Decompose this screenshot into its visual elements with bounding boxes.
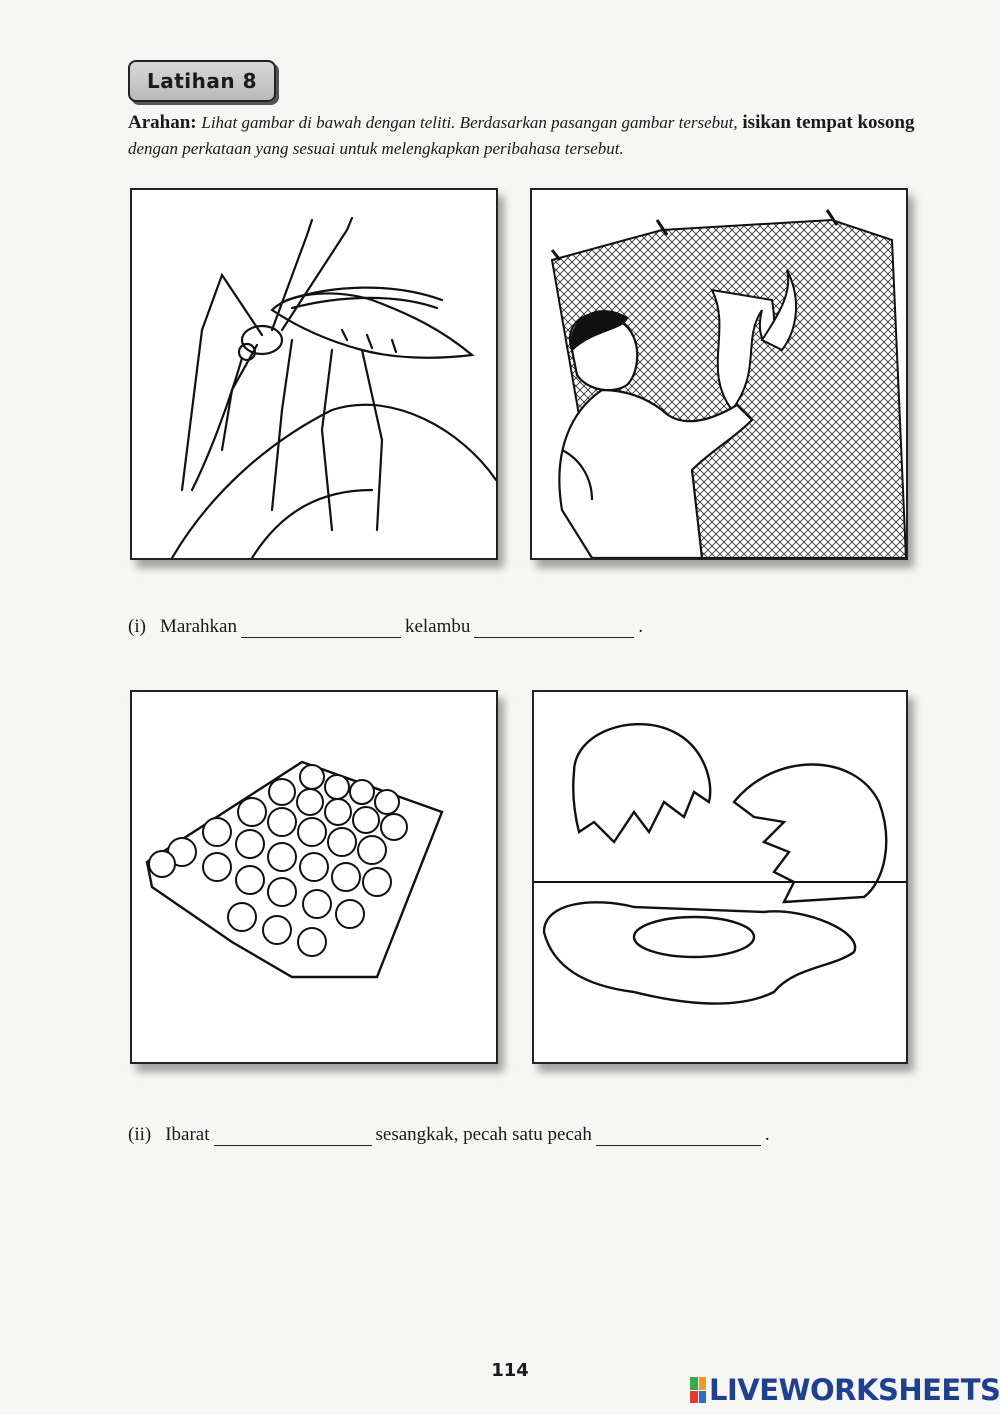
instructions	[128, 110, 938, 162]
instructions-label: Arahan:	[128, 112, 197, 133]
instructions-text-2: dengan perkataan yang sesuai untuk melengkapkan peribahasa tersebut.	[128, 139, 624, 158]
burning-net-picture	[530, 188, 908, 560]
question-1-blank-1[interactable]	[241, 619, 401, 638]
egg-tray-illustration	[132, 692, 496, 1062]
mosquito-picture	[130, 188, 498, 560]
question-2	[128, 1124, 770, 1146]
broken-egg-illustration	[534, 692, 906, 1062]
question-1-number: (i)	[128, 616, 146, 637]
question-1-end: .	[638, 616, 644, 637]
question-2-blank-1[interactable]	[214, 1127, 372, 1146]
liveworksheets-logo-icon	[690, 1377, 706, 1403]
egg-tray-picture	[130, 690, 498, 1064]
question-2-number: (ii)	[128, 1124, 152, 1145]
brand-name: LIVEWORKSHEETS	[709, 1373, 1000, 1407]
question-2-word1: Ibarat	[165, 1124, 210, 1145]
question-1	[128, 616, 643, 638]
broken-egg-picture	[532, 690, 908, 1064]
instructions-bold: isikan tempat kosong	[742, 112, 915, 133]
question-2-end: .	[764, 1124, 770, 1145]
instructions-text-1: Lihat gambar di bawah dengan teliti. Berdasarkan pasangan gambar tersebut,	[201, 113, 738, 132]
exercise-title: Latihan 8	[128, 60, 276, 102]
page-number: 114	[491, 1360, 529, 1381]
mosquito-illustration	[132, 190, 496, 558]
question-2-blank-2[interactable]	[596, 1127, 761, 1146]
question-1-word2: kelambu	[404, 616, 471, 637]
question-1-blank-2[interactable]	[474, 619, 634, 638]
liveworksheets-brand	[690, 1372, 1000, 1408]
burning-net-illustration	[532, 190, 906, 558]
question-2-word2: sesangkak, pecah satu pecah	[375, 1124, 592, 1145]
question-1-word1: Marahkan	[159, 616, 237, 637]
